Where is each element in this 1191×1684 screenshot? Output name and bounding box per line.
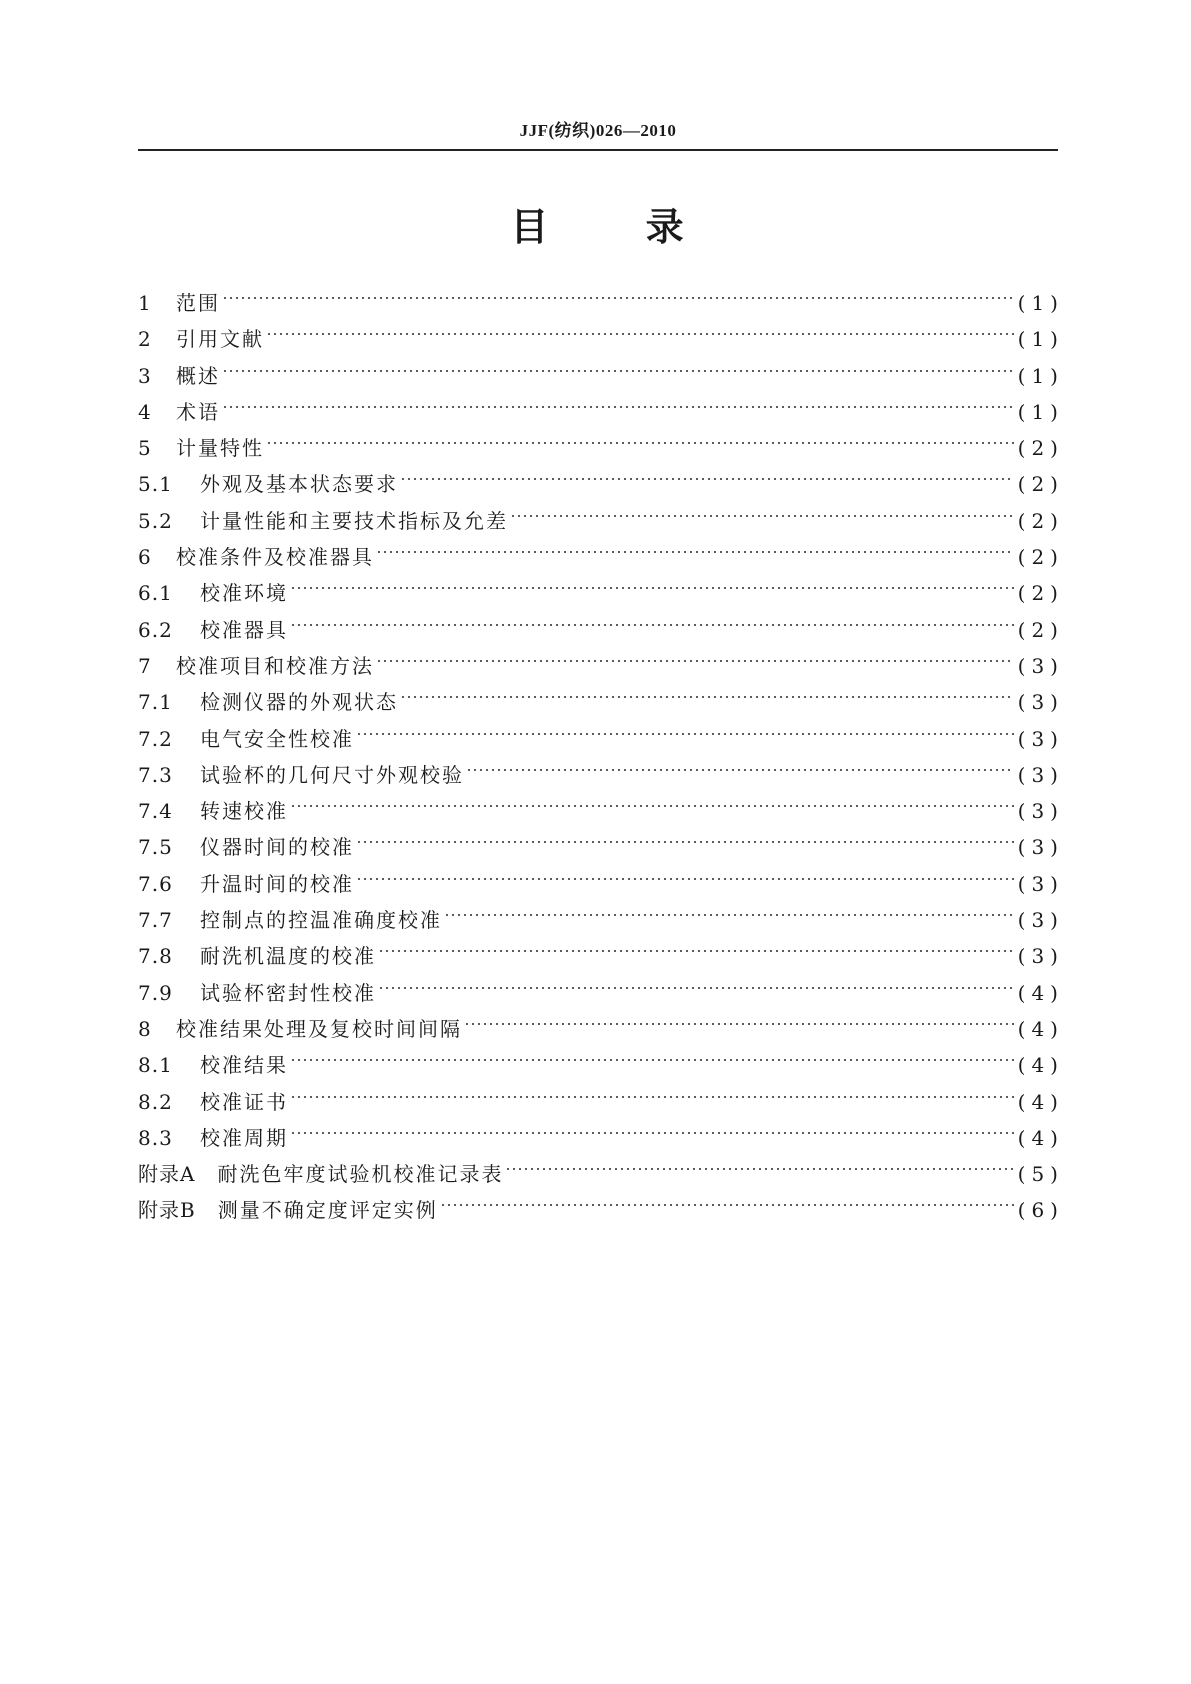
toc-entry-number: 8.2: [138, 1089, 173, 1114]
toc-entry-number: 7.1: [138, 690, 173, 715]
toc-dot-leader: [378, 927, 1014, 963]
toc-dot-leader: [356, 710, 1014, 746]
toc-dot-leader: [222, 347, 1014, 383]
toc-entry-title: 试验杯的几何尺寸外观校验: [200, 762, 464, 787]
toc-entry-number: 7: [138, 653, 152, 678]
toc-entry-title: 校准器具: [200, 617, 288, 642]
toc-entry-page: (2): [1017, 436, 1064, 461]
toc-dot-leader: [376, 528, 1014, 564]
toc-dot-leader: [290, 601, 1014, 637]
toc-dot-leader: [222, 383, 1014, 419]
toc-dot-leader: [464, 1000, 1014, 1036]
toc-entry-title: 校准结果处理及复校时间间隔: [176, 1016, 462, 1041]
toc-entry-number: 1: [138, 291, 152, 315]
toc-entry-page: (6): [1017, 1198, 1064, 1223]
toc-entry-title: 计量特性: [176, 436, 264, 461]
toc-dot-leader: [290, 1036, 1014, 1072]
toc-entry[interactable]: [138, 455, 1064, 497]
toc-entry-number: 8.1: [138, 1053, 173, 1078]
toc-dot-leader: [376, 637, 1014, 673]
toc-entry-page: (2): [1017, 617, 1064, 642]
toc-entry-page: (4): [1017, 1125, 1064, 1150]
toc-entry-page: (4): [1017, 1016, 1064, 1041]
toc-dot-leader: [510, 492, 1014, 528]
toc-entry-title: 外观及基本状态要求: [200, 472, 398, 497]
toc-entry[interactable]: [138, 383, 1064, 424]
toc-entry-number: 4: [138, 399, 152, 424]
toc-dot-leader: [378, 964, 1014, 1000]
toc-entry-number: 附录A: [138, 1162, 196, 1187]
toc-entry-number: 7.6: [138, 871, 173, 896]
toc-entry-page: (2): [1017, 472, 1064, 497]
toc-entry-page: (3): [1017, 690, 1064, 715]
toc-dot-leader: [290, 1109, 1014, 1145]
toc-entry-number: 8.3: [138, 1125, 173, 1150]
toc-entry-number: 5.2: [138, 508, 173, 533]
toc-entry-title: 计量性能和主要技术指标及允差: [200, 508, 508, 533]
toc-entry-page: (3): [1017, 835, 1064, 860]
toc-dot-leader: [356, 818, 1014, 854]
toc-entry-number: 2: [138, 327, 152, 352]
toc-entry-title: 电气安全性校准: [200, 726, 354, 751]
toc-entry-title: 耐洗机温度的校准: [200, 944, 376, 969]
toc-entry[interactable]: [138, 347, 1064, 388]
toc-dot-leader: [356, 855, 1014, 891]
toc-dot-leader: [400, 455, 1014, 491]
toc-entry-page: (3): [1017, 799, 1064, 824]
toc-entry-number: 7.2: [138, 726, 173, 751]
toc-entry-title: 术语: [176, 399, 220, 424]
document-code-header: JJF(纺织)026—2010: [519, 121, 677, 140]
toc-entry-page: (4): [1017, 1053, 1064, 1078]
table-of-contents: [138, 274, 1064, 1223]
toc-dot-leader: [400, 673, 1014, 709]
header-divider: [138, 149, 1058, 151]
toc-entry-page: (3): [1017, 944, 1064, 969]
toc-dot-leader: [444, 891, 1014, 927]
toc-entry-number: 6.1: [138, 581, 173, 606]
toc-entry-page: (4): [1017, 980, 1064, 1005]
toc-entry-title: 概述: [176, 363, 220, 388]
toc-entry-page: (3): [1017, 653, 1064, 678]
toc-entry-title: 仪器时间的校准: [200, 835, 354, 860]
toc-entry-title: 范围: [176, 291, 220, 315]
toc-entry-page: (2): [1017, 508, 1064, 533]
toc-entry-number: 7.3: [138, 762, 173, 787]
toc-entry-title: 校准环境: [200, 581, 288, 606]
toc-entry-title: 校准证书: [200, 1089, 288, 1114]
toc-dot-leader: [290, 1073, 1014, 1109]
toc-dot-leader: [266, 310, 1014, 346]
toc-entry-number: 7.5: [138, 835, 173, 860]
toc-entry-title: 升温时间的校准: [200, 871, 354, 896]
toc-entry-page: (1): [1017, 327, 1064, 352]
toc-entry-title: 测量不确定度评定实例: [217, 1198, 438, 1223]
toc-dot-leader: [440, 1181, 1014, 1217]
toc-entry-number: 7.4: [138, 799, 173, 824]
toc-entry-number: 3: [138, 363, 152, 388]
page-title: 目 录: [510, 205, 686, 249]
toc-entry-title: 检测仪器的外观状态: [200, 690, 398, 715]
toc-entry-title: 引用文献: [176, 327, 264, 352]
toc-dot-leader: [222, 274, 1014, 310]
toc-entry-page: (2): [1017, 581, 1064, 606]
toc-entry-number: 6.2: [138, 617, 173, 642]
toc-entry-title: 校准条件及校准器具: [176, 545, 374, 570]
toc-entry-title: 校准项目和校准方法: [176, 653, 374, 678]
toc-entry-title: 耐洗色牢度试验机校准记录表: [217, 1162, 504, 1187]
toc-entry[interactable]: [138, 274, 1064, 315]
toc-entry-number: 7.9: [138, 980, 173, 1005]
toc-entry-number: 5: [138, 436, 152, 461]
toc-entry-page: (4): [1017, 1089, 1064, 1114]
toc-entry-page: (3): [1017, 908, 1064, 933]
toc-entry-page: (3): [1017, 871, 1064, 896]
toc-dot-leader: [266, 419, 1014, 455]
toc-entry-number: 5.1: [138, 472, 173, 497]
toc-dot-leader: [466, 746, 1014, 782]
toc-dot-leader: [290, 564, 1014, 600]
toc-entry-number: 6: [138, 545, 152, 570]
toc-entry-page: (3): [1017, 726, 1064, 751]
toc-entry-number: 7.8: [138, 944, 173, 969]
toc-entry-title: 控制点的控温准确度校准: [200, 908, 442, 933]
toc-entry-page: (1): [1017, 399, 1064, 424]
toc-entry-page: (3): [1017, 762, 1064, 787]
toc-entry[interactable]: [138, 419, 1064, 461]
toc-dot-leader: [290, 782, 1014, 818]
toc-entry-title: 校准结果: [200, 1053, 288, 1078]
toc-entry-number: 附录B: [138, 1198, 196, 1223]
toc-entry-page: (1): [1017, 363, 1064, 388]
toc-entry-title: 转速校准: [200, 799, 288, 824]
toc-entry-page: (1): [1017, 291, 1064, 315]
toc-entry[interactable]: [138, 310, 1064, 352]
toc-dot-leader: [505, 1145, 1013, 1181]
toc-entry-title: 校准周期: [200, 1125, 288, 1150]
toc-entry-number: 8: [138, 1016, 152, 1041]
toc-entry-title: 试验杯密封性校准: [200, 980, 376, 1005]
toc-entry-number: 7.7: [138, 908, 173, 933]
toc-entry-page: (5): [1017, 1162, 1064, 1187]
toc-entry-page: (2): [1017, 545, 1064, 570]
